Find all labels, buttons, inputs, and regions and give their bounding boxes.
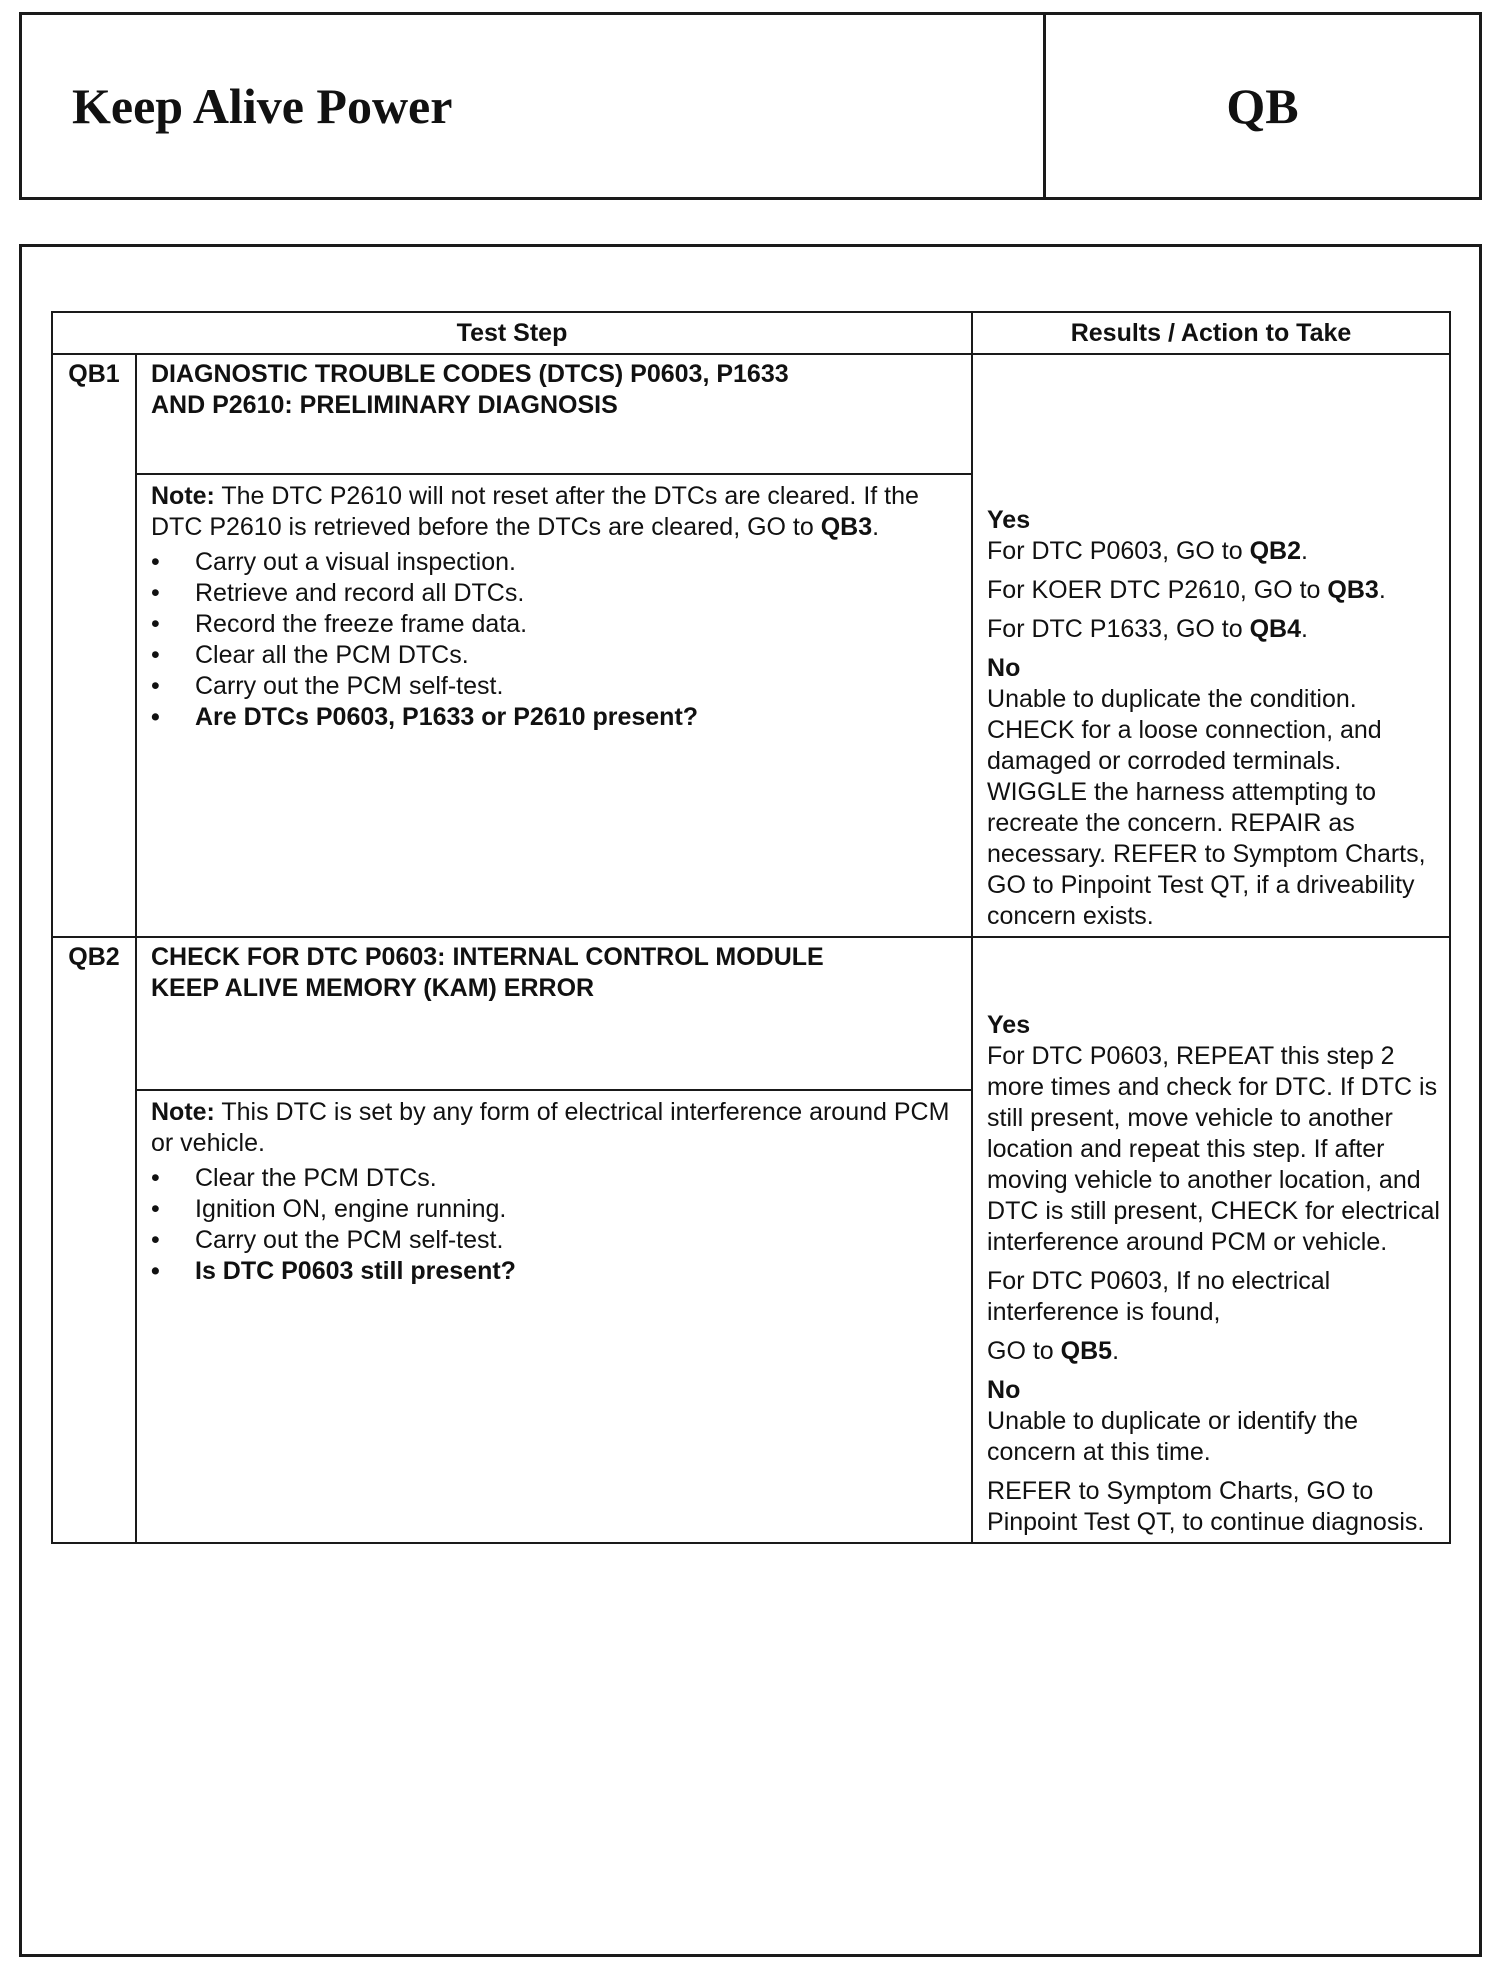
list-item: • Clear all the PCM DTCs.: [151, 640, 961, 671]
step-list: [151, 1163, 961, 1287]
list-item: • Clear the PCM DTCs.: [151, 1163, 961, 1194]
result-text: For KOER DTC P2610, GO to QB3.: [987, 576, 1386, 604]
step-question: • Is DTC P0603 still present?: [151, 1256, 961, 1287]
result-text: Unable to duplicate or identify the concern at this time.: [987, 1407, 1359, 1466]
result-text: For DTC P0603, REPEAT this step 2 more times and check for DTC. If DTC is still present, move vehicle to another location and repeat this step. If after moving vehicle to another location, and DTC is still present, CHECK for electrical interference around PCM or vehicle.: [987, 1042, 1440, 1256]
result-text: REFER to Symptom Charts, GO to Pinpoint Test QT, to continue diagnosis.: [987, 1477, 1425, 1536]
diagnostic-table: [51, 311, 1451, 1544]
page-title: Keep Alive Power: [22, 15, 1046, 197]
step-body: [136, 1090, 972, 1543]
section-code: QB: [1226, 78, 1299, 134]
step-list: [151, 547, 961, 733]
no-label: No: [987, 1376, 1021, 1404]
table-row: [52, 354, 1450, 474]
result-text: For DTC P1633, GO to QB4.: [987, 615, 1308, 643]
no-label: No: [987, 654, 1021, 682]
step-title-line: KEEP ALIVE MEMORY (KAM) ERROR: [151, 974, 595, 1002]
step-body: [136, 474, 972, 937]
header: [19, 12, 1482, 200]
step-id-spacer: [52, 474, 136, 937]
table-row: [52, 937, 1450, 1090]
step-title-line: CHECK FOR DTC P0603: INTERNAL CONTROL MODULE: [151, 943, 824, 971]
step-title: [136, 937, 972, 1090]
step-id-spacer: [52, 1090, 136, 1543]
note: Note: This DTC is set by any form of electrical interference around PCM or vehicle.: [151, 1097, 950, 1157]
result-text: For DTC P0603, If no electrical interference is found,: [987, 1267, 1331, 1326]
list-item: • Ignition ON, engine running.: [151, 1194, 961, 1225]
step-title-line: DIAGNOSTIC TROUBLE CODES (DTCS) P0603, P1633: [151, 360, 789, 388]
list-item: • Record the freeze frame data.: [151, 609, 961, 640]
table-header-row: [52, 312, 1450, 354]
list-item: • Carry out the PCM self-test.: [151, 671, 961, 702]
list-item: • Carry out a visual inspection.: [151, 547, 961, 578]
results-header: Results / Action to Take: [972, 312, 1450, 354]
result-cell: [972, 354, 1450, 937]
yes-label: Yes: [987, 506, 1031, 534]
step-title: [136, 354, 972, 474]
result-text: GO to QB5.: [987, 1337, 1120, 1365]
list-item: • Carry out the PCM self-test.: [151, 1225, 961, 1256]
note: Note: The DTC P2610 will not reset after the DTCs are cleared. If the DTC P2610 is retrieved before the DTCs are cleared, GO to QB3.: [151, 482, 919, 542]
yes-label: Yes: [987, 1011, 1031, 1039]
step-id: QB1: [52, 354, 136, 474]
list-item: • Retrieve and record all DTCs.: [151, 578, 961, 609]
step-id: QB2: [52, 937, 136, 1090]
step-title-line: AND P2610: PRELIMINARY DIAGNOSIS: [151, 391, 618, 419]
result-cell: [972, 937, 1450, 1543]
result-text: Unable to duplicate the condition. CHECK for a loose connection, and damaged or corroded terminals. WIGGLE the harness attempting to recreate the concern. REPAIR as necessary. REFER to Symptom Charts, GO to Pinpoint Test QT, if a driveability concern exists.: [987, 685, 1426, 930]
step-question: • Are DTCs P0603, P1633 or P2610 present?: [151, 702, 961, 733]
test-step-header: Test Step: [52, 312, 972, 354]
result-text: For DTC P0603, GO to QB2.: [987, 537, 1308, 565]
